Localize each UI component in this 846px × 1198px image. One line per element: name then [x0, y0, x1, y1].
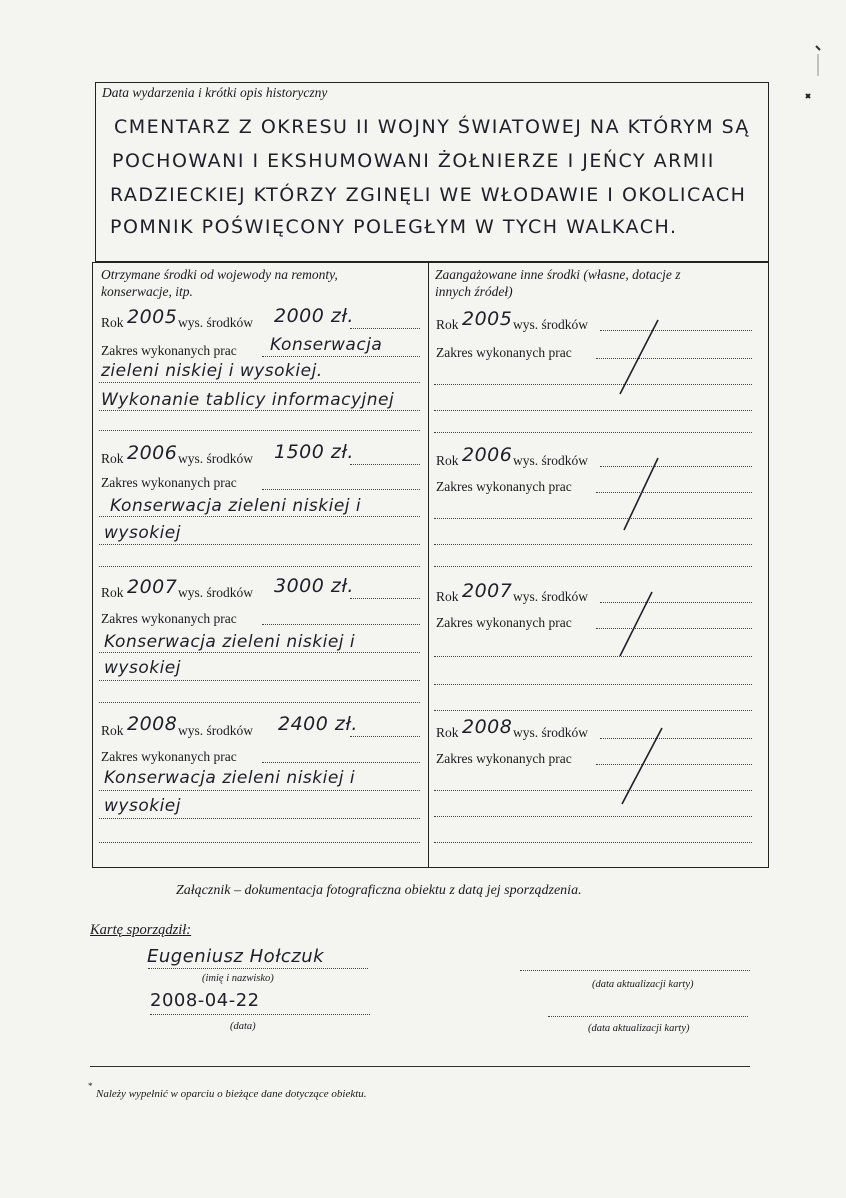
right-column-header-line-2: innych źródeł)	[435, 284, 513, 299]
left-amount-2005: 2000 zł.	[274, 305, 354, 327]
left-works-2005-line-3: Wykonanie tablicy informacyjnej	[101, 390, 395, 410]
attachment-note: Załącznik – dokumentacja fotograficzna obiektu z datą jej sporządzenia.	[176, 883, 582, 898]
left-works-2005-line-2: zieleni niskiej i wysokiej.	[101, 361, 323, 381]
dotted-line	[434, 544, 752, 545]
left-works-label-2005: Zakres wykonanych prac	[101, 343, 237, 358]
dotted-line	[350, 598, 420, 599]
dotted-line	[262, 624, 420, 625]
right-amount-label-2008: wys. środków	[513, 725, 589, 740]
prepared-date: 2008-04-22	[150, 990, 260, 1011]
dotted-line	[150, 1014, 370, 1015]
left-amount-label-2005: wys. środków	[178, 315, 254, 330]
right-year-2007: 2007	[462, 580, 513, 602]
right-year-label-2008: Rok	[436, 725, 459, 740]
dotted-line	[434, 432, 752, 433]
footnote-separator	[90, 1066, 750, 1067]
dotted-line	[434, 656, 752, 657]
dotted-line	[434, 566, 752, 567]
dotted-line	[262, 356, 420, 357]
dotted-line	[434, 410, 752, 411]
history-text-line-1: CMENTARZ Z OKRESU II WOJNY ŚWIATOWEJ NA KTÓRYM SĄ	[114, 116, 750, 138]
right-amount-label-2006: wys. środków	[513, 453, 589, 468]
right-amount-label-2005: wys. środków	[513, 317, 589, 332]
right-year-label-2006: Rok	[436, 453, 459, 468]
dotted-line	[350, 464, 420, 465]
right-works-label-2008: Zakres wykonanych prac	[436, 751, 572, 766]
dotted-line	[99, 410, 420, 411]
dotted-line	[262, 762, 420, 763]
scan-artifact-marks	[790, 40, 830, 110]
dotted-line	[434, 816, 752, 817]
prepared-by-label: Kartę sporządził:	[90, 922, 192, 938]
footnote-text: Należy wypełnić w oparciu o bieżące dane dotyczące obiektu.	[96, 1088, 367, 1100]
dotted-line	[148, 968, 368, 969]
left-amount-label-2006: wys. środków	[178, 451, 254, 466]
dotted-line	[99, 818, 420, 819]
dotted-line	[520, 970, 750, 971]
dotted-line	[262, 489, 420, 490]
dotted-line	[99, 544, 420, 545]
dotted-line	[99, 842, 420, 843]
dotted-line	[434, 518, 752, 519]
left-works-2008-line-1: Konserwacja zieleni niskiej i	[104, 768, 356, 788]
left-year-label-2007: Rok	[101, 585, 124, 600]
right-year-2006: 2006	[462, 444, 513, 466]
history-box-header: Data wydarzenia i krótki opis historyczny	[102, 85, 328, 100]
right-works-label-2005: Zakres wykonanych prac	[436, 345, 572, 360]
left-amount-2006: 1500 zł.	[274, 441, 354, 463]
left-year-label-2008: Rok	[101, 723, 124, 738]
dotted-line	[99, 652, 420, 653]
right-amount-label-2007: wys. środków	[513, 589, 589, 604]
dotted-line	[99, 516, 420, 517]
left-works-2006-line-1: Konserwacja zieleni niskiej i	[110, 496, 362, 516]
preparer-name: Eugeniusz Hołczuk	[147, 946, 325, 967]
dotted-line	[99, 702, 420, 703]
left-year-2005: 2005	[127, 306, 178, 328]
dotted-line	[434, 710, 752, 711]
name-caption: (imię i nazwisko)	[202, 973, 274, 984]
left-works-2008-line-2: wysokiej	[104, 796, 181, 816]
dotted-line	[350, 736, 420, 737]
left-column-header-line-1: Otrzymane środki od wojewody na remonty,	[101, 267, 338, 282]
left-amount-label-2008: wys. środków	[178, 723, 254, 738]
right-works-label-2006: Zakres wykonanych prac	[436, 479, 572, 494]
dotted-line	[99, 680, 420, 681]
history-text-line-2: POCHOWANI I EKSHUMOWANI ŻOŁNIERZE I JEŃCY ARMII	[112, 150, 715, 172]
not-applicable-slash-2008	[600, 726, 670, 806]
left-year-label-2005: Rok	[101, 315, 124, 330]
update-caption-2: (data aktualizacji karty)	[588, 1023, 690, 1034]
update-caption-1: (data aktualizacji karty)	[592, 979, 694, 990]
dotted-line	[350, 328, 420, 329]
dotted-line	[434, 842, 752, 843]
left-year-2006: 2006	[127, 442, 178, 464]
left-year-2007: 2007	[127, 576, 178, 598]
right-works-label-2007: Zakres wykonanych prac	[436, 615, 572, 630]
left-works-2005-line-1: Konserwacja	[270, 335, 383, 355]
left-amount-2008: 2400 zł.	[278, 713, 358, 735]
right-column-header-line-1: Zaangażowane inne środki (własne, dotacje z	[435, 267, 681, 282]
left-year-label-2006: Rok	[101, 451, 124, 466]
dotted-line	[99, 430, 420, 431]
dotted-line	[434, 684, 752, 685]
right-year-2005: 2005	[462, 308, 513, 330]
left-column-header-line-2: konserwacje, itp.	[101, 284, 193, 299]
left-works-label-2006: Zakres wykonanych prac	[101, 475, 237, 490]
dotted-line	[99, 790, 420, 791]
date-caption: (data)	[230, 1021, 256, 1032]
right-year-label-2007: Rok	[436, 589, 459, 604]
dotted-line	[99, 382, 420, 383]
dotted-line	[99, 566, 420, 567]
not-applicable-slash-2007	[600, 590, 670, 670]
not-applicable-slash-2006	[600, 456, 670, 536]
left-works-2007-line-1: Konserwacja zieleni niskiej i	[104, 632, 356, 652]
not-applicable-slash-2005	[600, 318, 670, 398]
dotted-line	[548, 1016, 748, 1017]
dotted-line	[434, 790, 752, 791]
history-text-line-4: POMNIK POŚWIĘCONY POLEGŁYM W TYCH WALKACH.	[110, 216, 678, 238]
left-works-2007-line-2: wysokiej	[104, 658, 181, 678]
left-amount-2007: 3000 zł.	[274, 575, 354, 597]
left-works-label-2008: Zakres wykonanych prac	[101, 749, 237, 764]
funds-table-divider	[428, 262, 429, 868]
left-year-2008: 2008	[127, 713, 178, 735]
right-year-2008: 2008	[462, 716, 513, 738]
right-year-label-2005: Rok	[436, 317, 459, 332]
left-works-2006-line-2: wysokiej	[104, 523, 181, 543]
left-works-label-2007: Zakres wykonanych prac	[101, 611, 237, 626]
dotted-line	[434, 384, 752, 385]
left-amount-label-2007: wys. środków	[178, 585, 254, 600]
history-text-line-3: RADZIECKIEJ KTÓRZY ZGINĘLI WE WŁODAWIE I OKOLICACH	[110, 184, 747, 206]
footnote-marker: *	[88, 1081, 93, 1091]
